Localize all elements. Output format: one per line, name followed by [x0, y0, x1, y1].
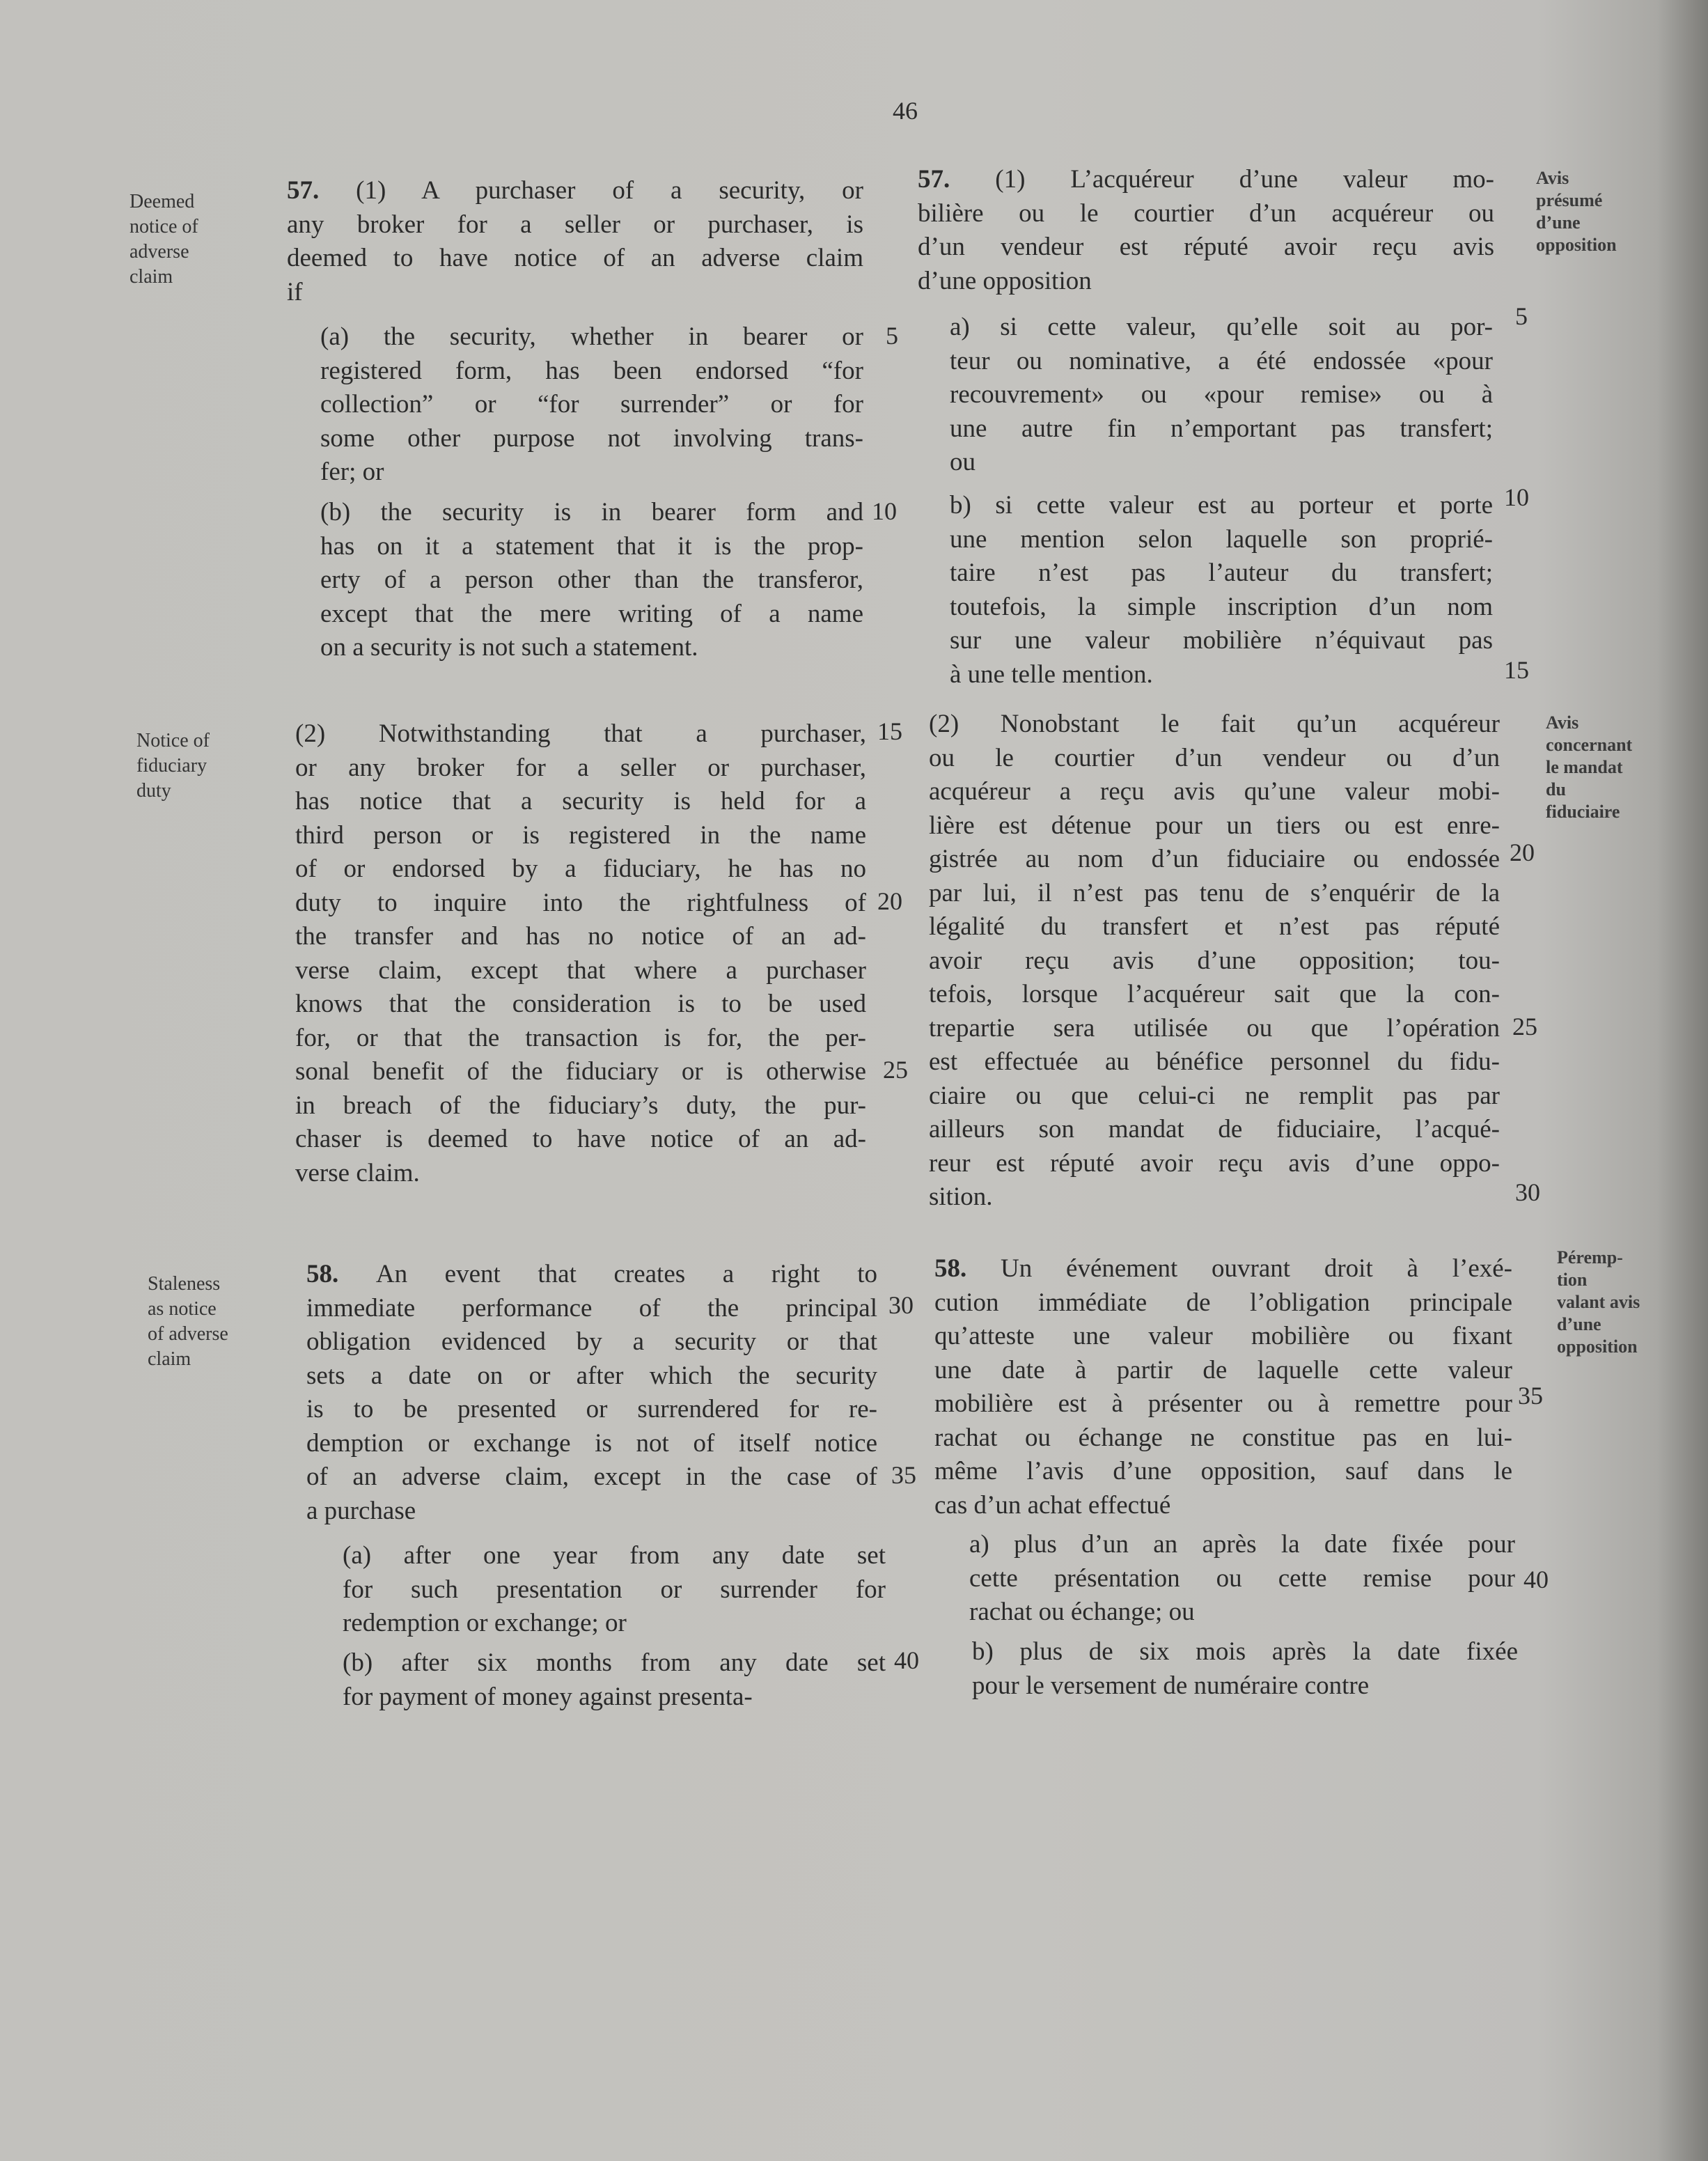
text-line: third person or is registered in the name	[295, 820, 866, 850]
fr-line-number: 10	[1504, 483, 1529, 511]
text-line	[306, 1258, 877, 1292]
text-line: of an adverse claim, except in the case of	[306, 1462, 877, 1491]
text-line: à une telle mention.	[950, 660, 1153, 689]
fr-line-number: 20	[1510, 838, 1535, 866]
en-line-number: 25	[883, 1056, 908, 1084]
text-line: demption or exchange is not of itself notice	[306, 1428, 877, 1458]
fr-line-number: 35	[1518, 1382, 1543, 1410]
text-line: duty to inquire into the rightfulness of	[295, 888, 866, 917]
fr-section-57-2	[929, 708, 1500, 1215]
text-line: ou le courtier d’un vendeur ou d’un	[929, 743, 1500, 772]
text-line: except that the mere writing of a name	[320, 599, 863, 628]
section-number: 58.	[306, 1260, 339, 1288]
note-line: d’une	[1536, 212, 1581, 233]
text-line: toutefois, la simple inscription d’un nom	[950, 592, 1493, 621]
text-line: recouvrement» ou «pour remise» ou à	[950, 380, 1493, 409]
text-line: sonal benefit of the fiduciary or is otherwise	[295, 1057, 866, 1086]
en-line-number: 20	[877, 887, 902, 915]
line-text: (1) A purchaser of a security, or	[356, 176, 863, 205]
text-line: acquéreur a reçu avis qu’une valeur mobi-	[929, 777, 1500, 806]
text-line: b) si cette valeur est au porteur et porte	[950, 491, 1493, 520]
text-line: sets a date on or after which the security	[306, 1361, 877, 1390]
en-section-58	[306, 1258, 877, 1528]
text-line: knows that the consideration is to be used	[295, 990, 866, 1018]
text-line: verse claim, except that where a purchaser	[295, 955, 866, 985]
note-line: of adverse	[148, 1323, 228, 1345]
text-line	[287, 174, 863, 208]
en-section-57-2	[295, 717, 866, 1190]
fr-section-58	[934, 1252, 1512, 1522]
text-line: teur ou nominative, a été endossée «pour	[950, 346, 1493, 375]
en-section-57-1	[287, 174, 863, 309]
text-line: obligation evidenced by a security or that	[306, 1327, 877, 1356]
en-para-58-a	[343, 1539, 886, 1641]
fr-para-58-a	[969, 1528, 1515, 1630]
fr-line-number: 30	[1515, 1178, 1540, 1206]
en-margin-note-58	[148, 1272, 228, 1372]
text-line: for such presentation or surrender for	[343, 1575, 886, 1604]
section-number: 57.	[287, 176, 320, 205]
section-number: 57.	[918, 165, 950, 194]
fr-line-number: 40	[1523, 1566, 1549, 1593]
text-line: has on it a statement that it is the prop-	[320, 531, 863, 561]
text-line: d’une opposition	[918, 266, 1092, 295]
text-line: sition.	[929, 1183, 993, 1211]
en-para-58-b	[343, 1646, 886, 1714]
note-line: claim	[130, 266, 173, 288]
text-line: avoir reçu avis d’une opposition; tou-	[929, 946, 1500, 975]
page-number: 46	[893, 97, 918, 125]
text-line: mobilière est à présenter ou à remettre pour	[934, 1389, 1512, 1418]
text-line: rachat ou échange; ou	[969, 1598, 1195, 1626]
note-line: opposition	[1536, 235, 1617, 255]
text-line: for, or that the transaction is for, the per-	[295, 1023, 866, 1052]
text-line: of or endorsed by a fiduciary, he has no	[295, 855, 866, 883]
text-line: chaser is deemed to have notice of an ad-	[295, 1125, 866, 1153]
note-line: le mandat	[1546, 757, 1623, 777]
fr-line-number: 25	[1512, 1013, 1537, 1040]
line-text: An event that creates a right to	[375, 1260, 877, 1288]
fr-section-57-1	[918, 163, 1494, 298]
text-line: in breach of the fiduciary’s duty, the pur-	[295, 1091, 866, 1120]
text-line: or any broker for a seller or purchaser,	[295, 753, 866, 782]
text-line: rachat ou échange ne constitue pas en lui-	[934, 1423, 1512, 1452]
text-line: d’un vendeur est réputé avoir reçu avis	[918, 233, 1494, 261]
note-line: concernant	[1546, 735, 1633, 755]
note-line: Avis	[1536, 168, 1569, 188]
text-line: some other purpose not involving trans-	[320, 423, 863, 453]
text-line: verse claim.	[295, 1158, 420, 1187]
fr-margin-note-58	[1557, 1247, 1640, 1358]
en-line-number: 40	[894, 1646, 919, 1674]
section-number: 58.	[934, 1254, 967, 1283]
note-line: présumé	[1536, 190, 1603, 210]
en-margin-note-57-1	[130, 189, 198, 290]
fr-para-57-1-b	[950, 489, 1493, 692]
note-line: fiduciary	[136, 755, 207, 777]
text-line: (a) the security, whether in bearer or	[320, 322, 863, 351]
fr-para-58-b	[972, 1635, 1518, 1703]
en-line-number: 35	[891, 1461, 916, 1489]
note-line: fiduciaire	[1546, 802, 1620, 822]
note-line: Péremp-	[1557, 1247, 1623, 1267]
en-line-number: 30	[888, 1291, 914, 1319]
fr-line-number: 5	[1515, 302, 1528, 330]
text-line: qu’atteste une valeur mobilière ou fixant	[934, 1322, 1512, 1350]
text-line: collection” or “for surrender” or for	[320, 390, 863, 419]
text-line: immediate performance of the principal	[306, 1293, 877, 1323]
text-line: a purchase	[306, 1496, 416, 1525]
text-line: any broker for a seller or purchaser, is	[287, 210, 863, 239]
text-line: bilière ou le courtier d’un acquéreur ou	[918, 198, 1494, 228]
note-line: claim	[148, 1348, 191, 1370]
en-line-number: 5	[886, 322, 898, 350]
note-line: duty	[136, 780, 171, 802]
line-text: Un événement ouvrant droit à l’exé-	[1001, 1254, 1512, 1283]
text-line: ou	[950, 448, 976, 476]
fr-para-57-1-a	[950, 311, 1493, 480]
text-line: sur une valeur mobilière n’équivaut pas	[950, 626, 1493, 655]
text-line: for payment of money against presenta-	[343, 1682, 753, 1711]
en-margin-note-57-2	[136, 728, 210, 804]
line-text: (1) L’acquéreur d’une valeur mo-	[995, 165, 1495, 194]
fr-margin-note-57-1	[1536, 167, 1617, 256]
text-line: une date à partir de laquelle cette valeur	[934, 1355, 1512, 1384]
text-line: pour le versement de numéraire contre	[972, 1671, 1370, 1700]
en-para-57-1-b	[320, 496, 863, 665]
text-line: redemption or exchange; or	[343, 1609, 627, 1637]
note-line: adverse	[130, 241, 189, 263]
text-line: (2) Nonobstant le fait qu’un acquéreur	[929, 710, 1500, 738]
text-line: cution immédiate de l’obligation principale	[934, 1288, 1512, 1317]
fr-line-number: 15	[1504, 656, 1529, 684]
note-line: Staleness	[148, 1273, 221, 1295]
text-line: erty of a person other than the transferor,	[320, 565, 863, 594]
text-line: trepartie sera utilisée ou que l’opération	[929, 1013, 1500, 1043]
text-line: deemed to have notice of an adverse claim	[287, 244, 863, 272]
text-line: une mention selon laquelle son proprié-	[950, 524, 1493, 554]
note-line: notice of	[130, 216, 198, 237]
text-line: (b) after six months from any date set	[343, 1648, 886, 1677]
note-line: valant avis	[1557, 1292, 1640, 1312]
text-line: tefois, lorsque l’acquéreur sait que la con-	[929, 980, 1500, 1008]
text-line: (2) Notwithstanding that a purchaser,	[295, 719, 866, 748]
text-line: ailleurs son mandat de fiduciaire, l’acqué-	[929, 1115, 1500, 1144]
en-line-number: 10	[872, 497, 897, 525]
text-line: reur est réputé avoir reçu avis d’une oppo-	[929, 1148, 1500, 1178]
text-line: b) plus de six mois après la date fixée	[972, 1637, 1518, 1666]
text-line: gistrée au nom d’un fiduciaire ou endossée	[929, 845, 1500, 873]
note-line: d’une	[1557, 1314, 1601, 1334]
note-line: Avis	[1546, 712, 1579, 733]
note-line: tion	[1557, 1270, 1588, 1290]
en-para-57-1-a	[320, 320, 863, 490]
text-line	[918, 163, 1494, 197]
text-line: (b) the security is in bearer form and	[320, 498, 863, 526]
note-line: Notice of	[136, 730, 210, 751]
text-line: a) plus d’un an après la date fixée pour	[969, 1530, 1515, 1559]
text-line: (a) after one year from any date set	[343, 1541, 886, 1570]
note-line: Deemed	[130, 191, 195, 212]
text-line: has notice that a security is held for a	[295, 787, 866, 816]
text-line: fer; or	[320, 458, 384, 486]
text-line: lière est détenue pour un tiers ou est enre-	[929, 811, 1500, 840]
fr-margin-note-57-2	[1546, 712, 1632, 823]
text-line: on a security is not such a statement.	[320, 633, 698, 662]
note-line: opposition	[1557, 1336, 1638, 1357]
text-line: par lui, il n’est pas tenu de s’enquérir de la	[929, 878, 1500, 907]
text-line	[934, 1252, 1512, 1286]
note-line: as notice	[148, 1298, 217, 1320]
text-line: est effectuée au bénéfice personnel du fidu-	[929, 1047, 1500, 1076]
text-line: même l’avis d’une opposition, sauf dans le	[934, 1457, 1512, 1485]
text-line: is to be presented or surrendered for re-	[306, 1395, 877, 1423]
text-line: légalité du transfert et n’est pas réputé	[929, 912, 1500, 941]
note-line: du	[1546, 779, 1566, 799]
en-line-number: 15	[877, 717, 902, 745]
text-line: the transfer and has no notice of an ad-	[295, 922, 866, 951]
text-line: a) si cette valeur, qu’elle soit au por-	[950, 313, 1493, 341]
text-line: cas d’un achat effectué	[934, 1490, 1171, 1520]
text-line: une autre fin n’emportant pas transfert;	[950, 414, 1493, 443]
text-line: cette présentation ou cette remise pour	[969, 1563, 1515, 1593]
text-line: ciaire ou que celui-ci ne remplit pas par	[929, 1081, 1500, 1110]
text-line: taire n’est pas l’auteur du transfert;	[950, 559, 1493, 587]
text-line: registered form, has been endorsed “for	[320, 356, 863, 385]
text-line: if	[287, 277, 303, 306]
